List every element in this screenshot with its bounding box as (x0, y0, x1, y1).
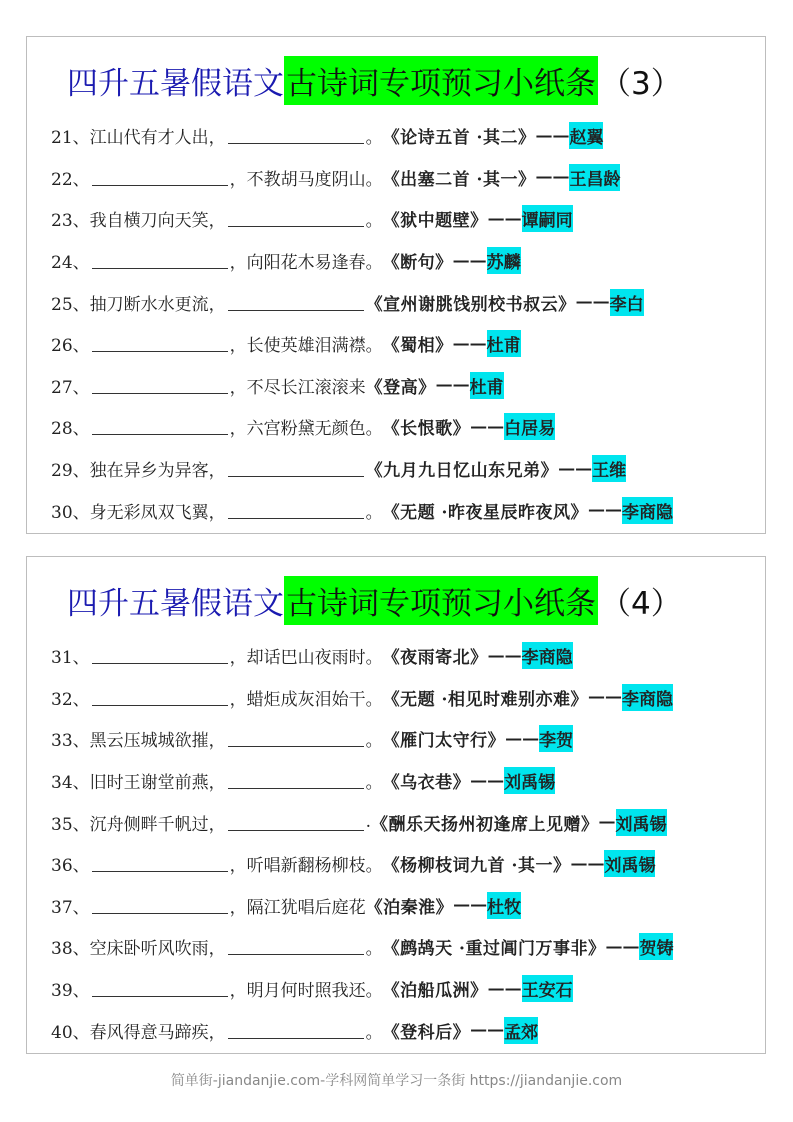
verse-text: 旧时王谢堂前燕， (89, 773, 226, 794)
answer-blank[interactable] (228, 294, 364, 311)
dash: —— (470, 1020, 505, 1041)
dash: —— (453, 895, 488, 916)
item-number: 27、 (51, 377, 90, 398)
item-number: 37、 (51, 897, 90, 918)
list-item (27, 365, 765, 407)
item-number: 31、 (51, 648, 90, 669)
poem-source: 《断句》 (382, 253, 453, 274)
poet-name: 李商隐 (622, 497, 673, 524)
title-highlight: 古诗词专项预习小纸条 (284, 56, 598, 105)
dash: —— (587, 500, 622, 521)
poem-source: 《雁门太守行》 (382, 731, 506, 752)
verse-text: ，却话巴山夜雨时。 (229, 648, 383, 669)
punctuation: 。 (365, 128, 383, 149)
poem-source: 《酬乐天扬州初逢席上见赠》 (371, 814, 599, 835)
poet-name: 苏麟 (487, 247, 521, 274)
verse-text: ，明月何时照我还。 (229, 981, 383, 1002)
answer-blank[interactable] (92, 647, 228, 664)
punctuation: 。 (365, 731, 383, 752)
poet-name: 赵翼 (569, 122, 603, 149)
list-item (27, 406, 765, 448)
poem-source: 《杨柳枝词九首 ·其一》 (382, 856, 571, 877)
verse-text: 身无彩凤双飞翼， (89, 502, 226, 523)
poem-source: 《无题 ·相见时难别亦难》 (382, 689, 588, 710)
poem-source: 《宣州谢朓饯别校书叔云》 (365, 294, 576, 315)
answer-blank[interactable] (228, 730, 364, 747)
poem-source: 《泊秦淮》 (365, 897, 454, 918)
list-item (27, 885, 765, 927)
list-item (27, 489, 765, 531)
verse-text: 沉舟侧畔千帆过， (89, 814, 226, 835)
answer-blank[interactable] (92, 377, 228, 394)
answer-blank[interactable] (228, 1022, 364, 1039)
list-item (27, 718, 765, 760)
dash: —— (587, 687, 622, 708)
answer-blank[interactable] (92, 855, 228, 872)
title-number: （4） (600, 585, 682, 622)
answer-blank[interactable] (228, 502, 364, 519)
punctuation: 。 (365, 1022, 383, 1043)
list-item (27, 926, 765, 968)
dash: —— (575, 292, 610, 313)
list-item (27, 281, 765, 323)
poet-name: 李商隐 (622, 684, 673, 711)
verse-text: ，六宫粉黛无颜色。 (229, 419, 383, 440)
verse-text: ，不尽长江滚滚来 (229, 377, 366, 398)
item-number: 28、 (51, 419, 90, 440)
poet-name: 贺铸 (639, 933, 673, 960)
item-number: 21、 (51, 128, 90, 149)
dash: —— (435, 375, 470, 396)
item-number: 34、 (51, 773, 90, 794)
dash: —— (487, 645, 522, 666)
list-item (27, 323, 765, 365)
answer-blank[interactable] (228, 127, 364, 144)
item-number: 38、 (51, 939, 90, 960)
list-item (27, 968, 765, 1010)
item-number: 36、 (51, 856, 90, 877)
item-number: 33、 (51, 731, 90, 752)
verse-text: 江山代有才人出， (89, 128, 226, 149)
item-number: 40、 (51, 1022, 90, 1043)
poet-name: 杜牧 (487, 892, 521, 919)
poet-name: 杜甫 (470, 372, 504, 399)
item-number: 35、 (51, 814, 90, 835)
answer-blank[interactable] (92, 335, 228, 352)
title-number: （3） (600, 65, 682, 102)
poet-name: 王维 (592, 455, 626, 482)
verse-text: 独在异乡为异客， (89, 461, 226, 482)
poem-source: 《九月九日忆山东兄弟》 (365, 461, 559, 482)
answer-blank[interactable] (92, 689, 228, 706)
list-item (27, 635, 765, 677)
answer-blank[interactable] (228, 460, 364, 477)
punctuation: 。 (365, 211, 383, 232)
item-number: 26、 (51, 336, 90, 357)
answer-blank[interactable] (228, 814, 364, 831)
verse-text: 空床卧听风吹雨， (89, 939, 226, 960)
verse-text: ，蜡炬成灰泪始干。 (229, 689, 383, 710)
item-number: 29、 (51, 461, 90, 482)
page-footer: 简单街-jiandanjie.com-学科网简单学习一条街 https://jiandanjie.com (170, 1073, 623, 1089)
poem-list (27, 635, 765, 1051)
poem-source: 《鹧鸪天 ·重过阊门万事非》 (382, 939, 606, 960)
poet-name: 李白 (610, 289, 644, 316)
answer-blank[interactable] (228, 938, 364, 955)
dash: —— (452, 250, 487, 271)
item-number: 23、 (51, 211, 90, 232)
poem-source: 《夜雨寄北》 (382, 648, 488, 669)
poet-name: 谭嗣同 (522, 205, 573, 232)
poet-name: 白居易 (504, 413, 555, 440)
verse-text: 黑云压城城欲摧， (89, 731, 226, 752)
answer-blank[interactable] (92, 980, 228, 997)
dash: —— (570, 853, 605, 874)
dash: —— (487, 208, 522, 229)
item-number: 39、 (51, 981, 90, 1002)
poem-source: 《蜀相》 (382, 336, 453, 357)
poet-name: 刘禹锡 (616, 809, 667, 836)
poet-name: 王昌龄 (569, 164, 620, 191)
dash: —— (487, 978, 522, 999)
list-item (27, 240, 765, 282)
poet-name: 王安石 (522, 975, 573, 1002)
poet-name: 刘禹锡 (604, 850, 655, 877)
title-prefix: 四升五暑假语文 (67, 65, 284, 102)
item-number: 25、 (51, 294, 90, 315)
poem-source: 《登科后》 (382, 1022, 471, 1043)
punctuation: 。 (365, 502, 383, 523)
dash: —— (505, 728, 540, 749)
dash: —— (535, 125, 570, 146)
title-highlight: 古诗词专项预习小纸条 (284, 576, 598, 625)
punctuation: . (365, 812, 372, 833)
poem-source: 《乌衣巷》 (382, 773, 471, 794)
punctuation: 。 (365, 773, 383, 794)
poem-source: 《无题 ·昨夜星辰昨夜风》 (382, 502, 588, 523)
verse-text: 抽刀断水水更流， (89, 294, 226, 315)
poem-source: 《泊船瓜洲》 (382, 981, 488, 1002)
poem-source: 《登高》 (365, 377, 436, 398)
verse-text: ，向阳花木易逢春。 (229, 253, 383, 274)
poet-name: 李商隐 (522, 642, 573, 669)
list-item (27, 448, 765, 490)
poem-source: 《论诗五首 ·其二》 (382, 128, 536, 149)
poet-name: 孟郊 (504, 1017, 538, 1044)
poem-source: 《狱中题壁》 (382, 211, 488, 232)
dash: —— (558, 458, 593, 479)
list-item (27, 157, 765, 199)
verse-text: ，隔江犹唱后庭花 (229, 897, 366, 918)
answer-blank[interactable] (228, 772, 364, 789)
poem-source: 《长恨歌》 (382, 419, 471, 440)
punctuation: 。 (365, 939, 383, 960)
item-number: 24、 (51, 253, 90, 274)
answer-blank[interactable] (228, 210, 364, 227)
dash: — (598, 812, 616, 833)
card-title (67, 57, 682, 103)
list-item (27, 677, 765, 719)
list-item (27, 1009, 765, 1051)
dash: —— (470, 416, 505, 437)
card-title (67, 577, 682, 623)
list-item (27, 801, 765, 843)
verse-text: ，不教胡马度阴山。 (229, 169, 383, 190)
verse-text: 我自横刀向天笑， (89, 211, 226, 232)
answer-blank[interactable] (92, 897, 228, 914)
answer-blank[interactable] (92, 418, 228, 435)
poem-source: 《出塞二首 ·其一》 (382, 169, 536, 190)
item-number: 32、 (51, 689, 90, 710)
verse-text: 春风得意马蹄疾， (89, 1022, 226, 1043)
dash: —— (452, 333, 487, 354)
dash: —— (605, 936, 640, 957)
list-item (27, 843, 765, 885)
poet-name: 杜甫 (487, 330, 521, 357)
answer-blank[interactable] (92, 169, 228, 186)
list-item (27, 198, 765, 240)
poem-list (27, 115, 765, 531)
poet-name: 刘禹锡 (504, 767, 555, 794)
list-item (27, 115, 765, 157)
answer-blank[interactable] (92, 252, 228, 269)
dash: —— (535, 167, 570, 188)
verse-text: ，听唱新翻杨柳枝。 (229, 856, 383, 877)
item-number: 22、 (51, 169, 90, 190)
list-item (27, 760, 765, 802)
poet-name: 李贺 (539, 725, 573, 752)
verse-text: ，长使英雄泪满襟。 (229, 336, 383, 357)
poem-card-3 (26, 36, 766, 534)
poem-card-4 (26, 556, 766, 1054)
dash: —— (470, 770, 505, 791)
title-prefix: 四升五暑假语文 (67, 585, 284, 622)
item-number: 30、 (51, 502, 90, 523)
